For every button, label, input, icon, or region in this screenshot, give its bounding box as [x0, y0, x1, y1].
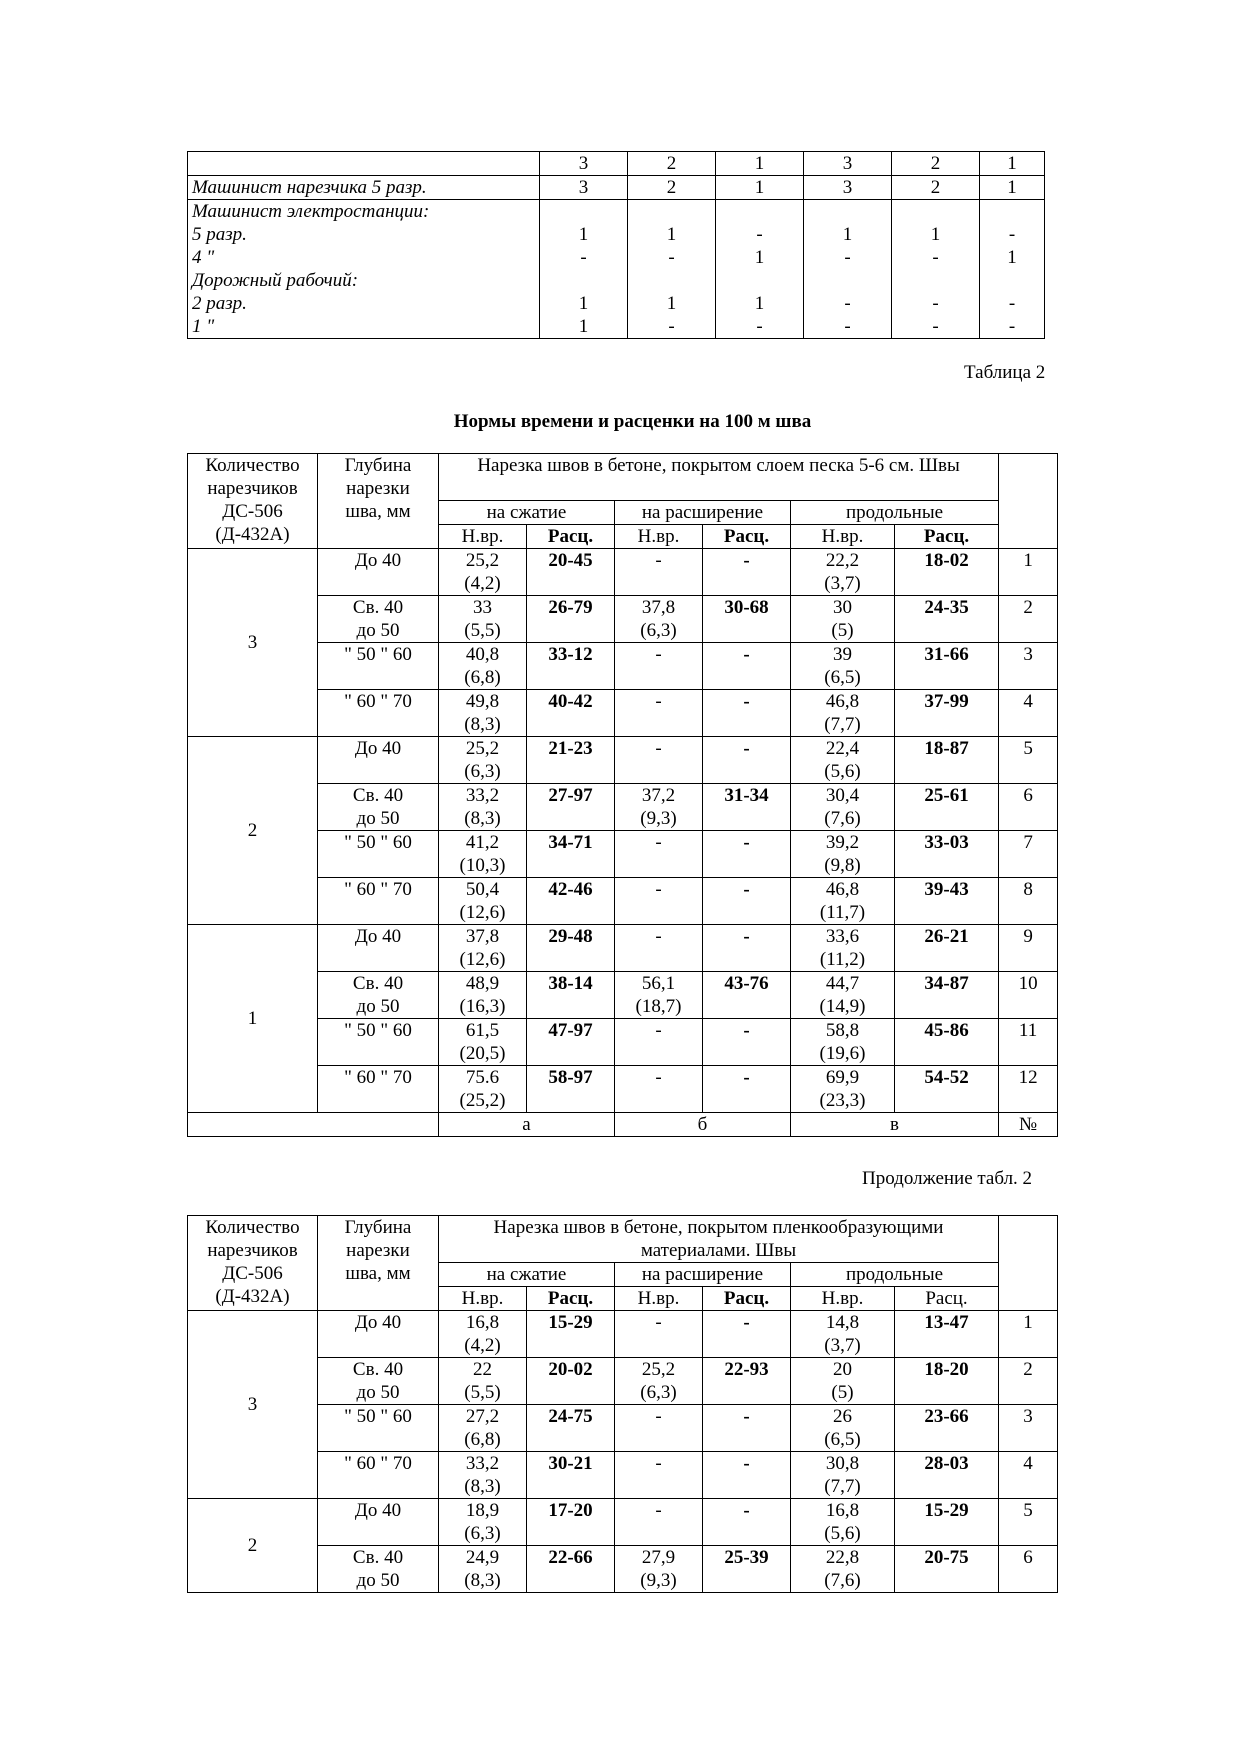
qty-cell: 2: [188, 737, 318, 925]
compression-nvr-cell: 37,8 (12,6): [439, 925, 527, 972]
depth-cell: До 40: [318, 737, 439, 784]
crew-header-cell: [188, 152, 540, 176]
depth-cell: Св. 40 до 50: [318, 972, 439, 1019]
depth-cell: До 40: [318, 549, 439, 596]
group-header: Нарезка швов в бетоне, покрытом пленкообразующими материалами. Швы: [439, 1216, 999, 1263]
footer-number: №: [999, 1113, 1058, 1137]
compression-header: на сжатие: [439, 1263, 615, 1287]
longitudinal-rasc-cell: 54-52: [895, 1066, 999, 1113]
longitudinal-rasc-cell: 23-66: [895, 1405, 999, 1452]
expansion-rasc-cell: -: [703, 1499, 791, 1546]
table-row: [188, 596, 1058, 643]
compression-rasc-cell: 38-14: [527, 972, 615, 1019]
depth-header: Глубина нарезки шва, мм: [318, 1216, 439, 1311]
table-row: [188, 1405, 1058, 1452]
expansion-rasc-cell: -: [703, 1452, 791, 1499]
row-number-cell: 3: [999, 1405, 1058, 1452]
depth-cell: " 50 " 60: [318, 1019, 439, 1066]
rasc-header: Расц.: [703, 525, 791, 549]
crew-composition-table: [187, 151, 1045, 339]
longitudinal-rasc-cell: 37-99: [895, 690, 999, 737]
compression-rasc-cell: 30-21: [527, 1452, 615, 1499]
crew-cell: - 1 1 -: [716, 200, 804, 339]
longitudinal-nvr-cell: 46,8 (7,7): [791, 690, 895, 737]
crew-cell: 1 - - -: [892, 200, 980, 339]
depth-cell: До 40: [318, 925, 439, 972]
longitudinal-rasc-cell: 26-21: [895, 925, 999, 972]
expansion-nvr-cell: -: [615, 690, 703, 737]
compression-rasc-cell: 27-97: [527, 784, 615, 831]
expansion-nvr-cell: 56,1 (18,7): [615, 972, 703, 1019]
crew-header-cell: 3: [804, 152, 892, 176]
compression-nvr-cell: 33 (5,5): [439, 596, 527, 643]
footer-v: в: [791, 1113, 999, 1137]
continuation-caption: Продолжение табл. 2: [862, 1168, 1033, 1189]
depth-cell: Св. 40 до 50: [318, 1546, 439, 1593]
depth-header: Глубина нарезки шва, мм: [318, 454, 439, 549]
table-row: [188, 925, 1058, 972]
expansion-rasc-cell: -: [703, 831, 791, 878]
row-number-cell: 5: [999, 737, 1058, 784]
row-number-cell: 5: [999, 1499, 1058, 1546]
rasc-header: Расц.: [895, 1287, 999, 1311]
rasc-header: Расц.: [895, 525, 999, 549]
table-row: [188, 737, 1058, 784]
depth-cell: До 40: [318, 1499, 439, 1546]
compression-rasc-cell: 47-97: [527, 1019, 615, 1066]
expansion-nvr-cell: 27,9 (9,3): [615, 1546, 703, 1593]
expansion-rasc-cell: 22-93: [703, 1358, 791, 1405]
longitudinal-nvr-cell: 39,2 (9,8): [791, 831, 895, 878]
rasc-header: Расц.: [527, 525, 615, 549]
depth-cell: Св. 40 до 50: [318, 784, 439, 831]
expansion-rasc-cell: -: [703, 737, 791, 784]
compression-nvr-cell: 48,9 (16,3): [439, 972, 527, 1019]
expansion-nvr-cell: 37,2 (9,3): [615, 784, 703, 831]
footer-a: а: [439, 1113, 615, 1137]
longitudinal-nvr-cell: 58,8 (19,6): [791, 1019, 895, 1066]
nvr-header: Н.вр.: [439, 525, 527, 549]
expansion-nvr-cell: 25,2 (6,3): [615, 1358, 703, 1405]
row-number-cell: 6: [999, 784, 1058, 831]
compression-nvr-cell: 41,2 (10,3): [439, 831, 527, 878]
longitudinal-nvr-cell: 20 (5): [791, 1358, 895, 1405]
expansion-header: на расширение: [615, 501, 791, 525]
expansion-rasc-cell: -: [703, 925, 791, 972]
qty-cell: 1: [188, 925, 318, 1113]
longitudinal-nvr-cell: 30,8 (7,7): [791, 1452, 895, 1499]
compression-nvr-cell: 40,8 (6,8): [439, 643, 527, 690]
crew-header-cell: 2: [628, 152, 716, 176]
expansion-nvr-cell: -: [615, 1311, 703, 1358]
compression-rasc-cell: 20-02: [527, 1358, 615, 1405]
row-number-cell: 1: [999, 549, 1058, 596]
footer-b: б: [615, 1113, 791, 1137]
expansion-rasc-cell: -: [703, 643, 791, 690]
expansion-header: на расширение: [615, 1263, 791, 1287]
row-number-cell: 8: [999, 878, 1058, 925]
expansion-nvr-cell: -: [615, 1499, 703, 1546]
crew-cell: 3: [540, 176, 628, 200]
norm-table-sand: [187, 453, 1058, 1137]
crew-row: [188, 176, 1045, 200]
expansion-rasc-cell: 30-68: [703, 596, 791, 643]
longitudinal-rasc-cell: 18-02: [895, 549, 999, 596]
table-row: [188, 1311, 1058, 1358]
longitudinal-rasc-cell: 39-43: [895, 878, 999, 925]
expansion-nvr-cell: -: [615, 878, 703, 925]
crew-header-cell: 1: [716, 152, 804, 176]
crew-cell: 1: [716, 176, 804, 200]
compression-rasc-cell: 33-12: [527, 643, 615, 690]
expansion-nvr-cell: 37,8 (6,3): [615, 596, 703, 643]
footer-row: [188, 1113, 1058, 1137]
expansion-nvr-cell: -: [615, 549, 703, 596]
qty-header: Количество нарезчиков ДС-506 (Д-432А): [188, 1216, 318, 1311]
row-number-cell: 4: [999, 1452, 1058, 1499]
crew-header-cell: 1: [980, 152, 1045, 176]
longitudinal-rasc-cell: 33-03: [895, 831, 999, 878]
compression-nvr-cell: 25,2 (4,2): [439, 549, 527, 596]
longitudinal-rasc-cell: 18-87: [895, 737, 999, 784]
longitudinal-nvr-cell: 16,8 (5,6): [791, 1499, 895, 1546]
longitudinal-nvr-cell: 33,6 (11,2): [791, 925, 895, 972]
longitudinal-nvr-cell: 14,8 (3,7): [791, 1311, 895, 1358]
table-row: [188, 643, 1058, 690]
compression-rasc-cell: 34-71: [527, 831, 615, 878]
longitudinal-nvr-cell: 69,9 (23,3): [791, 1066, 895, 1113]
table-row: [188, 1452, 1058, 1499]
compression-rasc-cell: 42-46: [527, 878, 615, 925]
expansion-nvr-cell: -: [615, 643, 703, 690]
depth-cell: " 60 " 70: [318, 690, 439, 737]
crew-header-cell: 3: [540, 152, 628, 176]
number-header: [999, 454, 1058, 549]
crew-cell: 1: [980, 176, 1045, 200]
crew-row-label: Машинист нарезчика 5 разр.: [188, 176, 540, 200]
longitudinal-rasc-cell: 28-03: [895, 1452, 999, 1499]
compression-rasc-cell: 40-42: [527, 690, 615, 737]
expansion-rasc-cell: -: [703, 1066, 791, 1113]
rasc-header: Расц.: [527, 1287, 615, 1311]
number-header: [999, 1216, 1058, 1311]
table-row: [188, 1546, 1058, 1593]
compression-nvr-cell: 50,4 (12,6): [439, 878, 527, 925]
qty-cell: 3: [188, 1311, 318, 1499]
table-row: [188, 831, 1058, 878]
longitudinal-rasc-cell: 13-47: [895, 1311, 999, 1358]
table-row: [188, 549, 1058, 596]
nvr-header: Н.вр.: [439, 1287, 527, 1311]
table-row: [188, 878, 1058, 925]
table-row: [188, 1358, 1058, 1405]
crew-header-cell: 2: [892, 152, 980, 176]
compression-rasc-cell: 29-48: [527, 925, 615, 972]
longitudinal-rasc-cell: 34-87: [895, 972, 999, 1019]
crew-cell: 3: [804, 176, 892, 200]
row-number-cell: 6: [999, 1546, 1058, 1593]
row-number-cell: 9: [999, 925, 1058, 972]
table-row: [188, 972, 1058, 1019]
rasc-header: Расц.: [703, 1287, 791, 1311]
compression-nvr-cell: 61,5 (20,5): [439, 1019, 527, 1066]
expansion-rasc-cell: -: [703, 878, 791, 925]
expansion-rasc-cell: 25-39: [703, 1546, 791, 1593]
expansion-nvr-cell: -: [615, 1019, 703, 1066]
compression-rasc-cell: 22-66: [527, 1546, 615, 1593]
depth-cell: До 40: [318, 1311, 439, 1358]
depth-cell: " 60 " 70: [318, 878, 439, 925]
nvr-header: Н.вр.: [615, 525, 703, 549]
longitudinal-header: продольные: [791, 501, 999, 525]
row-number-cell: 12: [999, 1066, 1058, 1113]
row-number-cell: 2: [999, 1358, 1058, 1405]
depth-cell: " 50 " 60: [318, 643, 439, 690]
compression-nvr-cell: 18,9 (6,3): [439, 1499, 527, 1546]
longitudinal-nvr-cell: 30,4 (7,6): [791, 784, 895, 831]
compression-nvr-cell: 49,8 (8,3): [439, 690, 527, 737]
norm-header-row: [188, 1216, 1058, 1263]
longitudinal-rasc-cell: 18-20: [895, 1358, 999, 1405]
compression-rasc-cell: 15-29: [527, 1311, 615, 1358]
nvr-header: Н.вр.: [791, 1287, 895, 1311]
depth-cell: " 60 " 70: [318, 1066, 439, 1113]
nvr-header: Н.вр.: [615, 1287, 703, 1311]
row-number-cell: 11: [999, 1019, 1058, 1066]
qty-cell: 2: [188, 1499, 318, 1593]
compression-nvr-cell: 75.6 (25,2): [439, 1066, 527, 1113]
longitudinal-rasc-cell: 45-86: [895, 1019, 999, 1066]
expansion-nvr-cell: -: [615, 1452, 703, 1499]
depth-cell: " 50 " 60: [318, 831, 439, 878]
row-number-cell: 1: [999, 1311, 1058, 1358]
norm-header-row: [188, 454, 1058, 501]
longitudinal-rasc-cell: 24-35: [895, 596, 999, 643]
qty-cell: 3: [188, 549, 318, 737]
row-number-cell: 2: [999, 596, 1058, 643]
crew-header-row: [188, 152, 1045, 176]
crew-cell: 2: [628, 176, 716, 200]
depth-cell: " 50 " 60: [318, 1405, 439, 1452]
compression-nvr-cell: 33,2 (8,3): [439, 784, 527, 831]
qty-header: Количество нарезчиков ДС-506 (Д-432А): [188, 454, 318, 549]
longitudinal-rasc-cell: 25-61: [895, 784, 999, 831]
table-row: [188, 1066, 1058, 1113]
crew-cell: 1 - 1 -: [628, 200, 716, 339]
crew-cell: 2: [892, 176, 980, 200]
compression-header: на сжатие: [439, 501, 615, 525]
expansion-nvr-cell: -: [615, 1066, 703, 1113]
compression-nvr-cell: 22 (5,5): [439, 1358, 527, 1405]
longitudinal-nvr-cell: 30 (5): [791, 596, 895, 643]
compression-rasc-cell: 20-45: [527, 549, 615, 596]
compression-nvr-cell: 16,8 (4,2): [439, 1311, 527, 1358]
table2-title: Нормы времени и расценки на 100 м шва: [453, 411, 812, 432]
compression-rasc-cell: 58-97: [527, 1066, 615, 1113]
longitudinal-nvr-cell: 39 (6,5): [791, 643, 895, 690]
table-row: [188, 1499, 1058, 1546]
expansion-nvr-cell: -: [615, 925, 703, 972]
longitudinal-header: продольные: [791, 1263, 999, 1287]
norm-table-film: [187, 1215, 1058, 1593]
expansion-rasc-cell: -: [703, 1405, 791, 1452]
compression-nvr-cell: 27,2 (6,8): [439, 1405, 527, 1452]
row-number-cell: 7: [999, 831, 1058, 878]
longitudinal-nvr-cell: 46,8 (11,7): [791, 878, 895, 925]
longitudinal-nvr-cell: 22,4 (5,6): [791, 737, 895, 784]
expansion-rasc-cell: -: [703, 1311, 791, 1358]
depth-cell: Св. 40 до 50: [318, 1358, 439, 1405]
expansion-rasc-cell: 43-76: [703, 972, 791, 1019]
expansion-nvr-cell: -: [615, 831, 703, 878]
longitudinal-nvr-cell: 26 (6,5): [791, 1405, 895, 1452]
footer-blank: [188, 1113, 439, 1137]
longitudinal-nvr-cell: 22,2 (3,7): [791, 549, 895, 596]
compression-nvr-cell: 25,2 (6,3): [439, 737, 527, 784]
compression-rasc-cell: 24-75: [527, 1405, 615, 1452]
crew-cell: - 1 - -: [980, 200, 1045, 339]
table-row: [188, 1019, 1058, 1066]
longitudinal-nvr-cell: 22,8 (7,6): [791, 1546, 895, 1593]
depth-cell: " 60 " 70: [318, 1452, 439, 1499]
table-row: [188, 784, 1058, 831]
expansion-nvr-cell: -: [615, 737, 703, 784]
expansion-rasc-cell: -: [703, 549, 791, 596]
crew-row: [188, 200, 1045, 339]
row-number-cell: 3: [999, 643, 1058, 690]
crew-cell: 1 - 1 1: [540, 200, 628, 339]
crew-cell: 1 - - -: [804, 200, 892, 339]
longitudinal-rasc-cell: 15-29: [895, 1499, 999, 1546]
compression-nvr-cell: 24,9 (8,3): [439, 1546, 527, 1593]
nvr-header: Н.вр.: [791, 525, 895, 549]
longitudinal-nvr-cell: 44,7 (14,9): [791, 972, 895, 1019]
compression-rasc-cell: 21-23: [527, 737, 615, 784]
compression-rasc-cell: 17-20: [527, 1499, 615, 1546]
longitudinal-rasc-cell: 20-75: [895, 1546, 999, 1593]
group-header: Нарезка швов в бетоне, покрытом слоем песка 5-6 см. Швы: [439, 454, 999, 501]
table2-caption: Таблица 2: [964, 362, 1046, 383]
row-number-cell: 4: [999, 690, 1058, 737]
expansion-rasc-cell: 31-34: [703, 784, 791, 831]
compression-nvr-cell: 33,2 (8,3): [439, 1452, 527, 1499]
depth-cell: Св. 40 до 50: [318, 596, 439, 643]
row-number-cell: 10: [999, 972, 1058, 1019]
crew-row-label: Машинист электростанции: 5 разр. 4 " Дорожный рабочий: 2 разр. 1 ": [188, 200, 540, 339]
expansion-rasc-cell: -: [703, 1019, 791, 1066]
compression-rasc-cell: 26-79: [527, 596, 615, 643]
expansion-rasc-cell: -: [703, 690, 791, 737]
table-row: [188, 690, 1058, 737]
expansion-nvr-cell: -: [615, 1405, 703, 1452]
longitudinal-rasc-cell: 31-66: [895, 643, 999, 690]
